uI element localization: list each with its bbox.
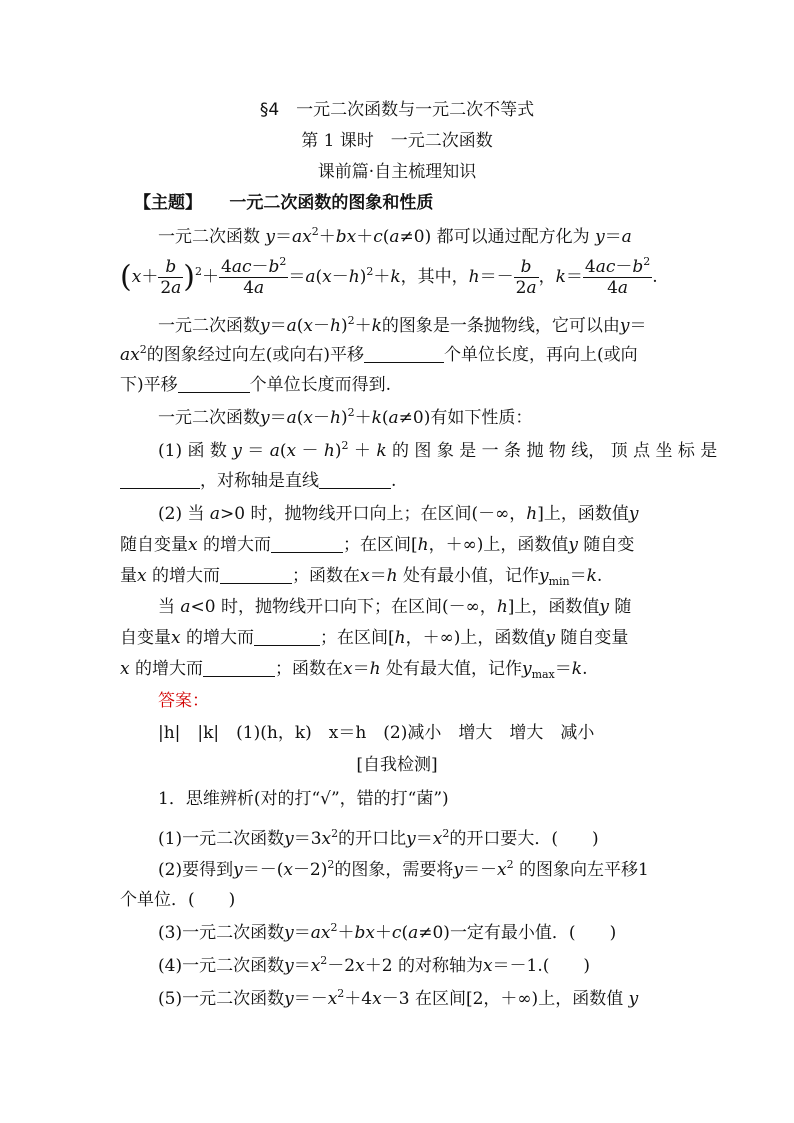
blank-1[interactable] [364, 344, 444, 363]
check-item-5: (5)一元二次函数$y=-x^2+4x-3$ 在区间[2，＋∞)上，函数值 y [158, 987, 639, 1009]
blank-8[interactable] [203, 658, 275, 677]
check-item-2-line-2: 个单位．( ) [120, 890, 236, 910]
topic-label: 【主题】 [134, 193, 202, 213]
paragraph-1-line-1: 一元二次函数 $y=ax^2+bx+c(a\ne 0)$ 都可以通过配方化为 y＝a [158, 225, 632, 247]
property-3-line-1: 当 a<0 时，抛物线开口向下；在区间(－∞，h]上，函数值y 随 [158, 597, 632, 617]
section-title: §4 一元二次函数与一元二次不等式 [259, 100, 535, 120]
paragraph-1-line-2: (x＋ $\frac{b}{2a}$ )$^2$＋ $\frac{4ac-b^2}{4a}$ $=a(x-h)^2+k$，其中，h＝－ $\frac{b}{2a}$ ，k＝ $\frac{4ac-b^2}{4a}$ . [120, 255, 658, 298]
blank-4[interactable] [319, 470, 391, 489]
check-item-2: (2)要得到$y=-(x-2)^2$的图象，需要将$y=-x^2$ 的图象向左平移1 [158, 858, 649, 880]
answer-content: |h| |k| (1)(h，k) x＝h (2)减小 增大 增大 减小 [158, 723, 595, 743]
blank-3[interactable] [120, 470, 200, 489]
blank-7[interactable] [254, 627, 320, 646]
self-check-title: [自我检测] [356, 755, 438, 775]
property-1-line-2: ，对称轴是直线 . [120, 468, 680, 494]
property-1-line-1: (1) 函 数 $y = a(x - h)^2 + k$ 的 图 象 是 一 条 抛 物 线， 顶 点 坐 标 是 [158, 439, 718, 461]
blank-5[interactable] [271, 534, 343, 553]
check-item-3: (3)一元二次函数$y=ax^2+bx+c(a\ne 0)$一定有最小值．( ) [158, 921, 617, 943]
question-1: 1．思维辨析(对的打“√”，错的打“菌”) [158, 789, 449, 809]
property-3-line-3: x 的增大而 ；函数在x＝h 处有最大值，记作$y_{max}=k$. [120, 659, 588, 681]
answer-label: 答案： [158, 691, 209, 711]
property-2-line-3: 量x 的增大而 ；函数在x＝h 处有最小值，记作$y_{min}=k$. [120, 566, 603, 588]
lesson-title: 第 1 课时 一元二次函数 [301, 131, 493, 151]
check-item-4: (4)一元二次函数$y=x^2-2x+2$ 的对称轴为x＝－1.( ) [158, 954, 591, 976]
topic-title: 一元二次函数的图象和性质 [229, 193, 434, 213]
property-2-line-1: (2) 当 a>0 时，抛物线开口向上；在区间(－∞，h]上，函数值y [158, 504, 639, 524]
blank-6[interactable] [220, 565, 292, 584]
check-item-1: (1)一元二次函数$y=3x^2$的开口比$y=x^2$的开口要大．( ) [158, 827, 599, 849]
paragraph-2-line-1: 一元二次函数$y=a(x-h)^2+k$的图象是一条抛物线，它可以由y＝ [158, 314, 647, 336]
topic-heading [134, 190, 694, 216]
paragraph-2-line-2: $ax^2$的图象经过向左(或向右)平移 个单位长度，再向上(或向 [120, 343, 638, 365]
paragraph-3: 一元二次函数$y=a(x-h)^2+k(a\ne 0)$有如下性质： [158, 406, 533, 428]
property-3-line-2: 自变量x 的增大而 ；在区间[h，＋∞)上，函数值y 随自变量 [120, 628, 629, 648]
paragraph-2-line-3: 下)平移 个单位长度而得到. [120, 375, 392, 395]
blank-2[interactable] [178, 374, 250, 393]
part-title: 课前篇·自主梳理知识 [317, 162, 477, 182]
property-2-line-2: 随自变量x 的增大而 ；在区间[h，＋∞)上，函数值y 随自变 [120, 535, 635, 555]
